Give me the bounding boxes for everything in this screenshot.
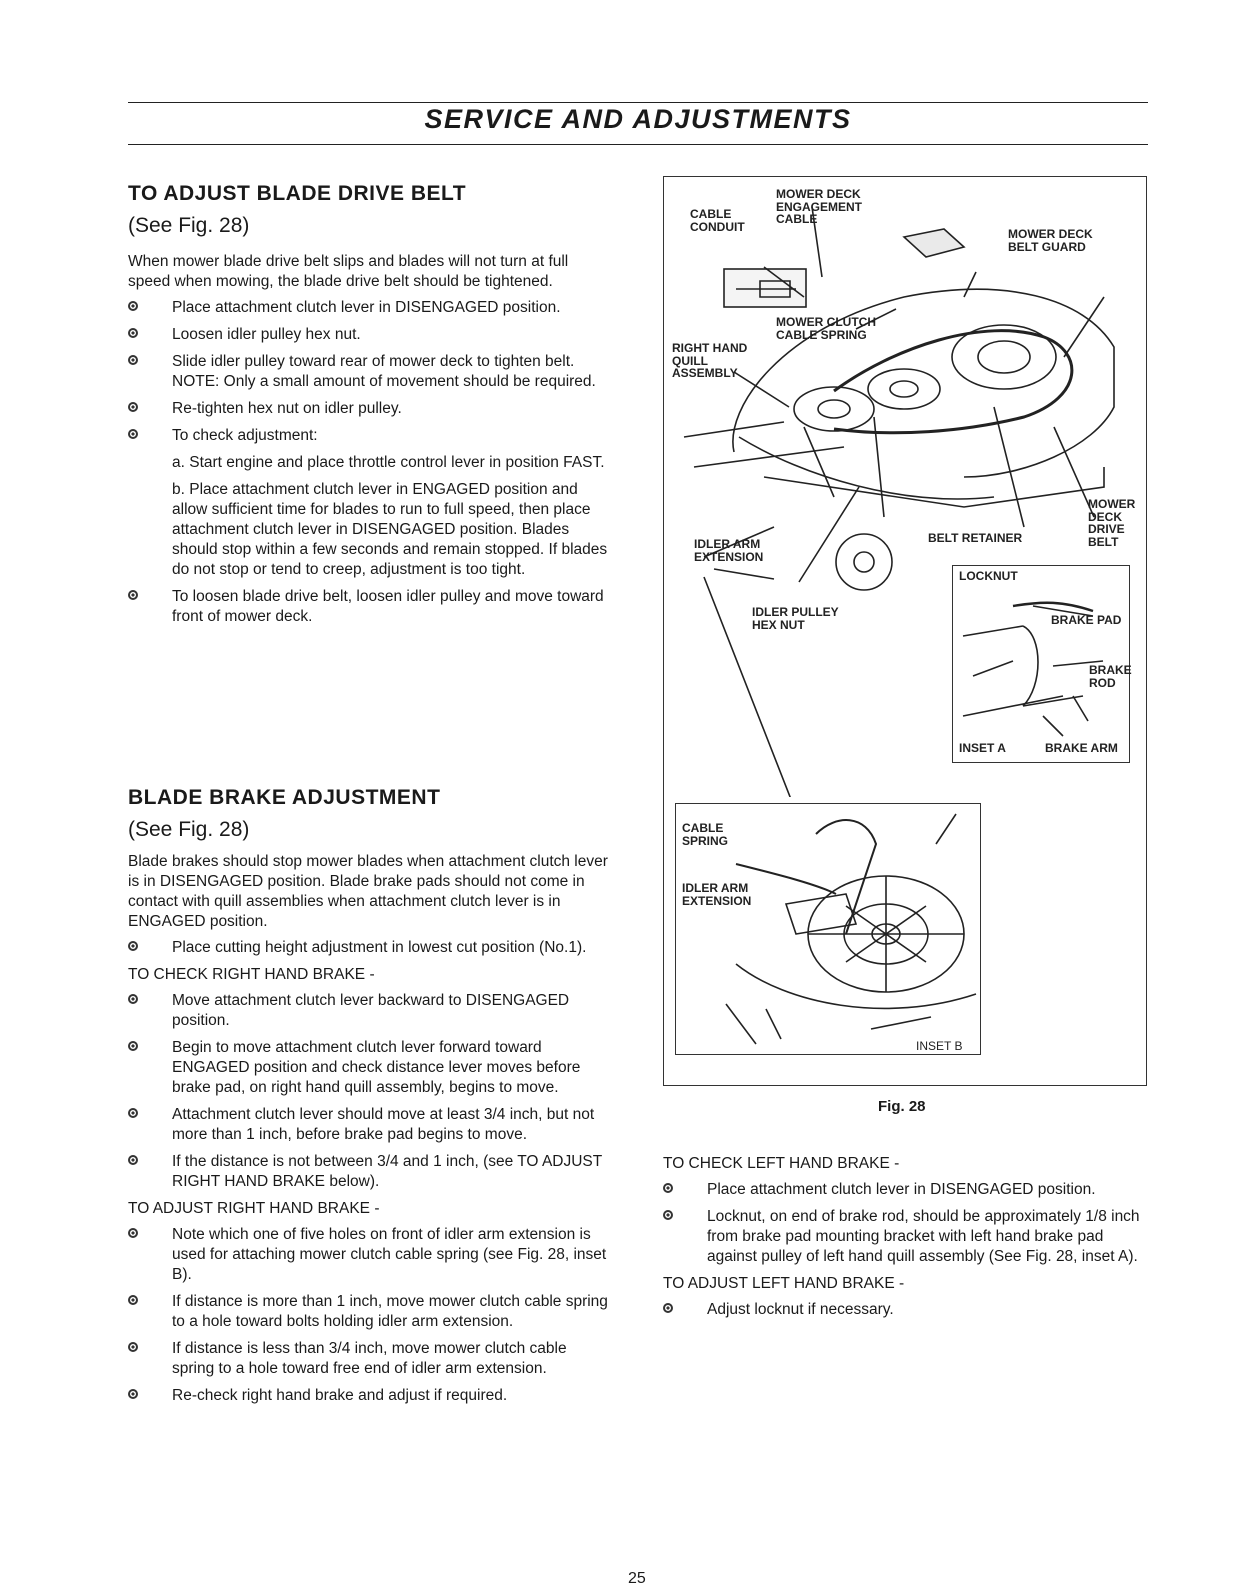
label-mower-clutch-cable-spring: MOWER CLUTCH CABLE SPRING — [776, 315, 876, 342]
brake-see-fig: (See Fig. 28) — [128, 818, 250, 841]
list-item: Place cutting height adjustment in lowest cut position (No.1). — [128, 938, 613, 958]
list-item: Note which one of five holes on front of idler arm extension is used for attaching mower clutch cable spring (see Fig. 28, inset B). — [128, 1225, 613, 1285]
belt-heading: TO ADJUST BLADE DRIVE BELT — [128, 182, 467, 205]
label-belt-retainer: BELT RETAINER — [928, 531, 1023, 545]
bullet-icon — [663, 1210, 673, 1220]
list-item: If the distance is not between 3/4 and 1 inch, (see TO ADJUST RIGHT HAND BRAKE below). — [128, 1152, 613, 1192]
bullet-icon — [663, 1303, 673, 1313]
label-right-hand-quill-assembly: RIGHT HAND QUILL ASSEMBLY — [672, 341, 748, 380]
page-number: 25 — [628, 1570, 646, 1587]
label-brake-rod: BRAKE ROD — [1089, 663, 1132, 690]
list-item: If distance is less than 3/4 inch, move mower clutch cable spring to a hole toward free end of idler arm extension. — [128, 1339, 613, 1379]
bullet-icon — [128, 301, 138, 311]
brake-intro: Blade brakes should stop mower blades when attachment clutch lever is in DISENGAGED position. Blade brake pads should not come in contact with quill assemblies when attachment clutch lever is in ENGAGED position. — [128, 853, 608, 930]
bullet-icon — [128, 1295, 138, 1305]
bullet-icon — [128, 1108, 138, 1118]
label-inset-b: INSET B — [916, 1039, 963, 1053]
left-brake-section — [663, 1152, 1147, 1327]
list-item: To check adjustment: — [128, 426, 613, 446]
label-mower-deck-belt-guard: MOWER DECK BELT GUARD — [1008, 227, 1093, 254]
bullet-icon — [128, 1228, 138, 1238]
inset-b — [675, 803, 981, 1055]
belt-see-fig: (See Fig. 28) — [128, 214, 250, 237]
figure-caption: Fig. 28 — [878, 1098, 926, 1115]
bullet-icon — [128, 1342, 138, 1352]
list-item: Place attachment clutch lever in DISENGAGED position. — [128, 298, 613, 318]
label-idler-arm-extension-b: IDLER ARM EXTENSION — [682, 881, 752, 908]
bullet-icon — [128, 994, 138, 1004]
list-item: Adjust locknut if necessary. — [663, 1300, 1147, 1320]
bullet-icon — [128, 429, 138, 439]
list-item: Loosen idler pulley hex nut. — [128, 325, 613, 345]
brake-heading: BLADE BRAKE ADJUSTMENT — [128, 786, 441, 809]
label-brake-pad: BRAKE PAD — [1051, 613, 1122, 627]
bullet-icon — [128, 355, 138, 365]
header-top-rule — [128, 102, 1148, 103]
sub-step-b: b. Place attachment clutch lever in ENGAGED position and allow sufficient time for blades to run to full speed, then place attachment clutch lever in DISENGAGED position. Blades should stop within a few seconds and remain stopped. If blades do not stop or tend to creep, adjustment is too tight. — [172, 481, 608, 578]
bullet-icon — [128, 590, 138, 600]
belt-intro: When mower blade drive belt slips and blades will not turn at full speed when mowing, the blade drive belt should be tightened. — [128, 253, 569, 290]
brake-section — [128, 852, 613, 1413]
list-item: Move attachment clutch lever backward to DISENGAGED position. — [128, 991, 613, 1031]
page-header: SERVICE AND ADJUSTMENTS — [424, 104, 852, 134]
label-cable-conduit: CABLE CONDUIT — [690, 207, 745, 234]
bullet-icon — [128, 1389, 138, 1399]
list-item: Re-check right hand brake and adjust if required. — [128, 1386, 613, 1406]
sub-step-a: a. Start engine and place throttle control lever in position FAST. — [172, 454, 605, 471]
list-item: Locknut, on end of brake rod, should be approximately 1/8 inch from brake pad mounting bracket with left hand brake pad against pulley of left hand quill assembly (See Fig. 28, inset A). — [663, 1207, 1147, 1267]
label-idler-arm-extension: IDLER ARM EXTENSION — [694, 537, 764, 564]
bullet-icon — [128, 328, 138, 338]
label-mower-deck-engagement-cable: MOWER DECK ENGAGEMENT CABLE — [776, 187, 863, 226]
list-item: Place attachment clutch lever in DISENGAGED position. — [663, 1180, 1147, 1200]
bullet-icon — [128, 941, 138, 951]
adjust-right-label: TO ADJUST RIGHT HAND BRAKE - — [128, 1200, 380, 1217]
label-brake-arm: BRAKE ARM — [1045, 741, 1118, 755]
bullet-icon — [128, 1155, 138, 1165]
list-item: To loosen blade drive belt, loosen idler pulley and move toward front of mower deck. — [128, 587, 613, 627]
list-item: Attachment clutch lever should move at least 3/4 inch, but not more than 1 inch, before brake pad begins to move. — [128, 1105, 613, 1145]
label-inset-a: INSET A — [959, 741, 1006, 755]
check-left-label: TO CHECK LEFT HAND BRAKE - — [663, 1155, 900, 1172]
label-idler-pulley-hex-nut: IDLER PULLEY HEX NUT — [752, 605, 839, 632]
label-locknut: LOCKNUT — [959, 569, 1018, 583]
label-cable-spring: CABLE SPRING — [682, 821, 729, 848]
list-item: Re-tighten hex nut on idler pulley. — [128, 399, 613, 419]
bullet-icon — [128, 402, 138, 412]
list-item: If distance is more than 1 inch, move mower clutch cable spring to a hole toward bolts holding idler arm extension. — [128, 1292, 613, 1332]
inset-a — [952, 565, 1130, 763]
check-right-label: TO CHECK RIGHT HAND BRAKE - — [128, 966, 375, 983]
list-item: Slide idler pulley toward rear of mower deck to tighten belt. NOTE: Only a small amount of movement should be required. — [128, 352, 613, 392]
header-bottom-rule — [128, 144, 1148, 145]
label-mower-deck-drive-belt: MOWER DECK DRIVE BELT — [1088, 497, 1136, 549]
adjust-left-label: TO ADJUST LEFT HAND BRAKE - — [663, 1275, 905, 1292]
bullet-icon — [128, 1041, 138, 1051]
belt-section — [128, 252, 613, 634]
bullet-icon — [663, 1183, 673, 1193]
list-item: Begin to move attachment clutch lever forward toward ENGAGED position and check distance lever moves before brake pad, on right hand quill assembly, begins to move. — [128, 1038, 613, 1098]
